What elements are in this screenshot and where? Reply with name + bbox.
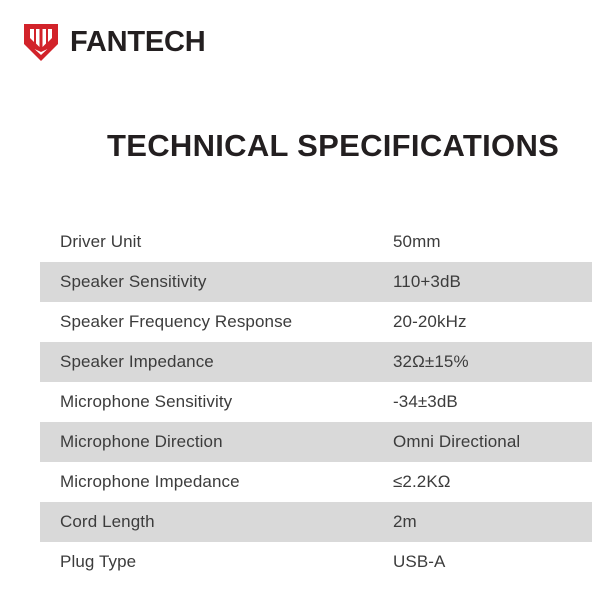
spec-label: Cord Length [60,512,155,531]
spec-value: 50mm [393,232,441,251]
table-row [40,502,592,542]
spec-label: Driver Unit [60,232,142,251]
specifications-table [40,222,592,582]
brand-name: FANTECH [70,25,206,58]
spec-label: Plug Type [60,552,137,571]
table-row [40,542,592,582]
spec-value: USB-A [393,552,446,571]
fantech-shield-icon [22,22,60,62]
table-row [40,382,592,422]
spec-label: Speaker Impedance [60,352,214,371]
table-row [40,302,592,342]
spec-label: Speaker Frequency Response [60,312,293,331]
spec-label: Speaker Sensitivity [60,272,207,291]
spec-value: 2m [393,512,417,531]
spec-value: -34±3dB [393,392,458,411]
table-row [40,222,592,262]
page-title: TECHNICAL SPECIFICATIONS [107,128,560,163]
specifications-table-body [40,222,592,582]
spec-value: Omni Directional [393,432,521,451]
table-row [40,342,592,382]
table-row [40,422,592,462]
table-row [40,462,592,502]
spec-label: Microphone Impedance [60,472,240,491]
table-row [40,262,592,302]
spec-label: Microphone Sensitivity [60,392,233,411]
spec-value: 20-20kHz [393,312,467,331]
spec-label: Microphone Direction [60,432,223,451]
spec-value: 110+3dB [393,272,461,291]
spec-value: ≤2.2KΩ [393,472,451,491]
spec-value: 32Ω±15% [393,352,469,371]
brand-header [22,22,206,62]
